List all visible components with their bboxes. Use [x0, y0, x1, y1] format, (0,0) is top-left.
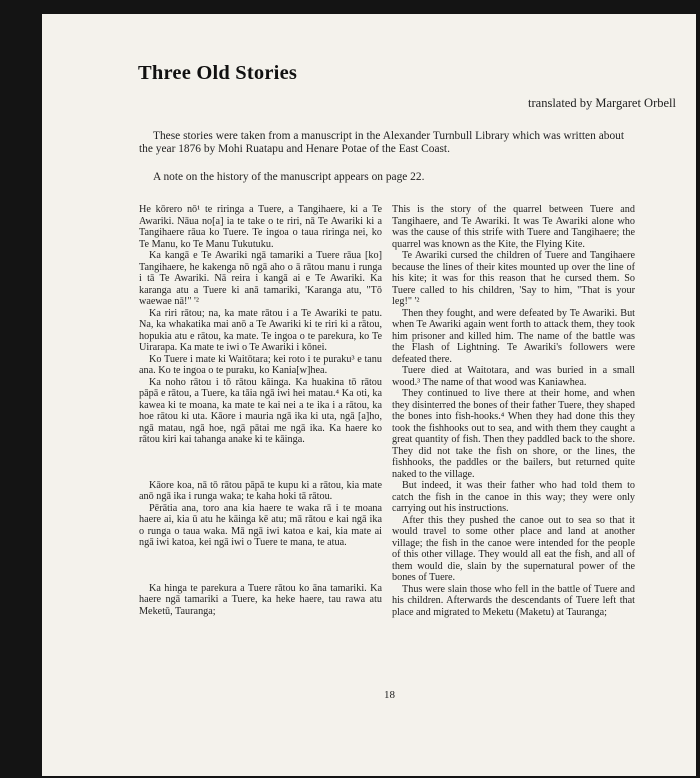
maori-paragraph: Ka kangā e Te Awariki ngā tamariki a Tuere rāua [ko] Tangihaere, he kakenga nō ngā aho o ā rātou manu i runga i tā Te Awariki. Nā reira i kangā ai e Te Awariki. Ka karanga atu a Tuere ki anā tamariki, 'Karanga atu, "Tō waewae nā!" '² [139, 250, 382, 307]
english-paragraph: Thus were slain those who fell in the battle of Tuere and his children. Afterwards the descendants of Tuere left that place and migrated to Meketu (Maketu) at Tauranga; [392, 583, 635, 618]
maori-paragraph: He kōrero nō¹ te riringa a Tuere, a Tangihaere, ki a Te Awariki. Nāua no[a] ia te take o te riri, nā Te Awariki ki a Tangihaere rāua ko Tuere. Te ingoa o taua riringa nei, ko Te Manu, ko Te Manu Tukutuku. [139, 204, 382, 250]
english-paragraph: Tuere died at Waitotara, and was buried in a small wood.³ The name of that wood was Kaniawhea. [392, 365, 635, 388]
english-text-column [392, 204, 635, 618]
maori-paragraph: Kāore koa, nā tō rātou pāpā te kupu ki a rātou, kia mate anō ngā ika i runga waka; te kaha hoki tā rātou. [139, 479, 382, 502]
article-title: Three Old Stories [138, 62, 298, 84]
maori-paragraph: Ko Tuere i mate ki Waitōtara; kei roto i te puraku³ e tanu ana. Ko te ingoa o te puraku, ko Kania[w]hea. [139, 353, 382, 376]
maori-paragraph: Ka hinga te parekura a Tuere rātou ko āna tamariki. Ka haere ngā tamariki a Tuere, ka heke haere, tau rawa atu Meketū, Tauranga; [139, 582, 382, 617]
english-paragraph: This is the story of the quarrel between Tuere and Tangihaere, and Te Awariki. It was Te Awariki alone who was the cause of this strife with Tuere and Tangihaere; the quarrel was known as the Kite, the Flying Kite. [392, 204, 635, 250]
translator-byline: translated by Margaret Orbell [528, 96, 676, 110]
english-paragraph: They continued to live there at their home, and when they disinterred the bones of their father Tuere, they shaped the bones into fish-hooks.⁴ When they had done this they took the fishhooks out to sea, and with them they caught a great quantity of fish. Then they paddled back to the shore. They did not take the fish on shore, or the lines, the fishhooks, the paddles or the bailers, but returned quite naked to the village. [392, 388, 635, 480]
maori-paragraph: Pērātia ana, toro ana kia haere te waka rā i te moana haere ai, kia ū atu he kāinga kē atu; mā rātou e kai ngā ika o runga o taua waka. Mā ngā iwi katoa e kai, kia mate ai ngā iwi katoa, kei ngā iwi o Tuere te mana, te atua. [139, 502, 382, 548]
page-number: 18 [384, 689, 395, 701]
maori-paragraph: Ka riri rātou; na, ka mate rātou i a Te Awariki te patu. Na, ka whakatika mai anō a Te Awariki ki te riri ki a rātou, hopukia atu e rātou, ka mate. Te ingoa o te parekura, ko Te Uirarapa. Ka mate te iwi o Te Awariki i kōnei. [139, 307, 382, 353]
english-paragraph: But indeed, it was their father who had told them to catch the fish in the canoe in this way; they were only carrying out his instructions. [392, 480, 635, 514]
maori-paragraph: Ka noho rātou i tō rātou kāinga. Ka huakina tō rātou pāpā e rātou, a Tuere, ka tāia ngā iwi hei matau.⁴ Ka oti, ka kawea ki te moana, ka mate te kai nei a te ika i a rātou, ka hoe rātou ki uta. Kāore i mauria ngā ika ki uta, ngā [a]ho, ngā matau, ngā hoe, ngā pātai me ngā ika. Ka haere ko rātou kiri kai tahanga anake ki te kāinga. [139, 376, 382, 445]
english-paragraph: After this they pushed the canoe out to sea so that it would travel to some other place and land at another village; the fish in the canoe were intended for the people of this other village. They would all eat the fish, and all of them would die, slain by the supernatural power of the bones of Tuere. [392, 514, 635, 583]
manuscript-note: A note on the history of the manuscript appears on page 22. [153, 171, 425, 183]
maori-text-column [139, 204, 382, 617]
english-paragraph: Then they fought, and were defeated by Te Awariki. But when Te Awariki again went forth to attack them, they took him prisoner and killed him. The name of the battle was the Flash of Lightning. Te Awariki's followers were defeated there. [392, 307, 635, 365]
english-paragraph: Te Awariki cursed the children of Tuere and Tangihaere because the lines of their kites mounted up over the line of his kite; it was for this reason that he cursed them. So Tuere called to his children, 'Say to him, "That is your leg!" '² [392, 250, 635, 307]
intro-paragraph: These stories were taken from a manuscript in the Alexander Turnbull Library which was written about the year 1876 by Mohi Ruatapu and Henare Potae of the East Coast. [139, 130, 624, 155]
document-page [42, 14, 696, 776]
